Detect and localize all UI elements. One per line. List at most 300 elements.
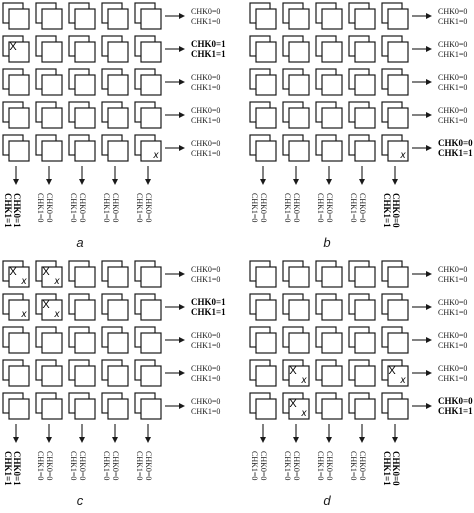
front-word-square <box>355 399 375 419</box>
col-check-chk1: CHK1=0 <box>250 193 259 223</box>
row-check-chk0: CHK0=0 <box>191 331 221 340</box>
word-pair-r3-c4 <box>135 102 161 128</box>
front-word-square <box>75 108 95 128</box>
word-pair-r1-c1 <box>36 36 62 62</box>
word-pair-r0-c1 <box>36 3 62 29</box>
panel-a <box>3 3 226 250</box>
front-word-square <box>322 267 342 287</box>
error-mark-front: X <box>42 299 50 311</box>
word-pair-r1-c2 <box>69 294 95 320</box>
arrow-head <box>426 337 432 343</box>
word-pair-r0-c3 <box>102 3 128 29</box>
row-check-chk0: CHK0=0 <box>191 7 221 16</box>
front-word-square <box>108 9 128 29</box>
row-check-chk0: CHK0=0 <box>438 298 468 307</box>
col-check-chk0: CHK0=1 <box>12 451 22 486</box>
row-check-chk0: CHK0=0 <box>438 7 468 16</box>
arrow-head <box>392 437 398 443</box>
word-pair-r4-c2 <box>69 135 95 161</box>
col-check-chk1: CHK1=0 <box>283 451 292 481</box>
arrow-head <box>426 145 432 151</box>
front-word-square <box>42 333 62 353</box>
col-check-chk1: CHK1=0 <box>69 193 78 223</box>
row-check-chk1: CHK1=0 <box>438 308 468 317</box>
arrow-head <box>179 370 185 376</box>
front-word-square <box>75 333 95 353</box>
front-word-square <box>9 9 29 29</box>
front-word-square <box>256 75 276 95</box>
col-check-chk0: CHK0=0 <box>111 451 120 481</box>
front-word-square <box>322 42 342 62</box>
col-check-chk1: CHK1=1 <box>382 451 392 486</box>
word-pair-r4-c3 <box>349 135 375 161</box>
front-word-square <box>75 141 95 161</box>
row-check-chk1: CHK1=0 <box>438 116 468 125</box>
front-word-square <box>322 108 342 128</box>
row-check-chk1: CHK1=0 <box>191 17 221 26</box>
word-pair-r1-c1 <box>283 294 309 320</box>
word-pair-r2-c0 <box>3 327 29 353</box>
word-pair-r1-c0 <box>3 294 29 320</box>
row-check-chk1: CHK1=0 <box>438 275 468 284</box>
error-mark-front: X <box>42 266 50 278</box>
col-check-chk0: CHK0=0 <box>325 451 334 481</box>
word-pair-r1-c2 <box>316 294 342 320</box>
row-check-chk1: CHK1=0 <box>191 374 221 383</box>
row-check-chk1: CHK1=1 <box>191 307 226 317</box>
word-pair-r2-c2 <box>316 327 342 353</box>
word-pair-r1-c2 <box>316 36 342 62</box>
word-pair-r1-c0 <box>250 294 276 320</box>
word-pair-r0-c0 <box>250 261 276 287</box>
front-word-square <box>289 108 309 128</box>
word-pair-r2-c4 <box>382 69 408 95</box>
row-check-chk1: CHK1=0 <box>191 83 221 92</box>
word-pair-r2-c1 <box>283 327 309 353</box>
front-word-square <box>256 267 276 287</box>
front-word-square <box>388 108 408 128</box>
front-word-square <box>322 399 342 419</box>
error-mark-front: X <box>388 365 396 377</box>
col-check-chk0: CHK0=0 <box>144 193 153 223</box>
word-pair-r0-c1 <box>283 3 309 29</box>
col-check-chk0: CHK0=0 <box>292 193 301 223</box>
word-pair-r4-c2 <box>316 135 342 161</box>
word-pair-r3-c1 <box>36 102 62 128</box>
error-mark-back: x <box>301 408 307 419</box>
row-check-chk1: CHK1=0 <box>438 83 468 92</box>
word-pair-r1-c0 <box>3 36 29 62</box>
word-pair-r2-c4 <box>135 327 161 353</box>
arrow-head <box>426 370 432 376</box>
word-pair-r4-c2 <box>316 393 342 419</box>
word-pair-r3-c4 <box>382 360 408 386</box>
word-pair-r3-c2 <box>69 360 95 386</box>
word-pair-r4-c3 <box>102 393 128 419</box>
col-check-chk1: CHK1=0 <box>349 451 358 481</box>
arrow-head <box>326 437 332 443</box>
row-check-chk0: CHK0=0 <box>438 396 473 406</box>
panel-label: c <box>76 493 84 508</box>
front-word-square <box>75 75 95 95</box>
word-pair-r3-c2 <box>316 102 342 128</box>
word-pair-r0-c4 <box>135 261 161 287</box>
col-check-chk0: CHK0=0 <box>391 193 401 228</box>
word-pair-r0-c4 <box>135 3 161 29</box>
front-word-square <box>289 9 309 29</box>
front-word-square <box>42 399 62 419</box>
col-check-chk1: CHK1=1 <box>3 193 13 228</box>
front-word-square <box>289 141 309 161</box>
col-check-chk1: CHK1=0 <box>349 193 358 223</box>
error-mark-back: x <box>21 309 27 320</box>
front-word-square <box>388 399 408 419</box>
col-check-chk1: CHK1=0 <box>283 193 292 223</box>
front-word-square <box>256 399 276 419</box>
front-word-square <box>355 267 375 287</box>
word-pair-r2-c0 <box>3 69 29 95</box>
arrow-head <box>426 271 432 277</box>
front-word-square <box>256 333 276 353</box>
col-check-chk0: CHK0=0 <box>111 193 120 223</box>
error-mark-back: x <box>153 150 159 161</box>
row-check-chk0: CHK0=0 <box>438 138 473 148</box>
front-word-square <box>355 42 375 62</box>
arrow-head <box>179 79 185 85</box>
word-pair-r2-c2 <box>316 69 342 95</box>
front-word-square <box>108 42 128 62</box>
row-check-chk0: CHK0=0 <box>191 265 221 274</box>
word-pair-r3-c3 <box>349 102 375 128</box>
front-word-square <box>141 9 161 29</box>
word-pair-r3-c1 <box>283 360 309 386</box>
col-check-chk0: CHK0=0 <box>325 193 334 223</box>
front-word-square <box>355 300 375 320</box>
front-word-square <box>75 300 95 320</box>
word-pair-r4-c3 <box>349 393 375 419</box>
front-word-square <box>256 366 276 386</box>
word-pair-r0-c0 <box>3 261 29 287</box>
word-pair-r3-c4 <box>135 360 161 386</box>
front-word-square <box>256 9 276 29</box>
word-pair-r2-c1 <box>283 69 309 95</box>
front-word-square <box>355 366 375 386</box>
arrow-head <box>392 179 398 185</box>
word-pair-r3-c2 <box>69 102 95 128</box>
front-word-square <box>141 366 161 386</box>
arrow-head <box>112 179 118 185</box>
front-word-square <box>141 333 161 353</box>
panel-d <box>250 261 473 508</box>
front-word-square <box>108 75 128 95</box>
row-check-chk0: CHK0=0 <box>438 364 468 373</box>
word-pair-r1-c3 <box>349 36 375 62</box>
row-check-chk1: CHK1=0 <box>191 149 221 158</box>
word-pair-r2-c1 <box>36 69 62 95</box>
front-word-square <box>256 300 276 320</box>
col-check-chk0: CHK0=0 <box>45 451 54 481</box>
error-mark-back: x <box>400 150 406 161</box>
col-check-chk0: CHK0=0 <box>259 193 268 223</box>
word-pair-r2-c3 <box>349 69 375 95</box>
word-pair-r3-c0 <box>3 102 29 128</box>
word-pair-r3-c3 <box>102 102 128 128</box>
row-check-chk0: CHK0=0 <box>191 73 221 82</box>
word-pair-r1-c1 <box>283 36 309 62</box>
word-pair-r2-c4 <box>382 327 408 353</box>
word-pair-r1-c3 <box>349 294 375 320</box>
arrow-head <box>145 437 151 443</box>
col-check-chk0: CHK0=0 <box>78 451 87 481</box>
front-word-square <box>289 300 309 320</box>
word-pair-r4-c4 <box>382 393 408 419</box>
word-pair-r3-c1 <box>36 360 62 386</box>
front-word-square <box>42 108 62 128</box>
arrow-head <box>13 437 19 443</box>
front-word-square <box>388 9 408 29</box>
arrow-head <box>359 437 365 443</box>
col-check-chk1: CHK1=0 <box>316 451 325 481</box>
word-pair-r2-c0 <box>250 69 276 95</box>
front-word-square <box>289 75 309 95</box>
col-check-chk1: CHK1=1 <box>382 193 392 228</box>
word-pair-r1-c2 <box>69 36 95 62</box>
col-check-chk1: CHK1=0 <box>36 451 45 481</box>
error-mark-front: X <box>289 398 297 410</box>
front-word-square <box>9 366 29 386</box>
word-pair-r1-c3 <box>102 294 128 320</box>
word-pair-r0-c2 <box>69 261 95 287</box>
front-word-square <box>141 75 161 95</box>
arrow-head <box>179 337 185 343</box>
front-word-square <box>141 42 161 62</box>
word-pair-r3-c1 <box>283 102 309 128</box>
front-word-square <box>355 75 375 95</box>
word-pair-r4-c0 <box>250 135 276 161</box>
arrow-head <box>145 179 151 185</box>
arrow-head <box>46 179 52 185</box>
front-word-square <box>289 333 309 353</box>
front-word-square <box>108 267 128 287</box>
error-mark-back: x <box>301 375 307 386</box>
front-word-square <box>141 108 161 128</box>
word-pair-r4-c2 <box>69 393 95 419</box>
col-check-chk1: CHK1=0 <box>250 451 259 481</box>
word-pair-r0-c4 <box>382 261 408 287</box>
front-word-square <box>141 300 161 320</box>
arrow-head <box>112 437 118 443</box>
row-check-chk1: CHK1=0 <box>438 17 468 26</box>
row-check-chk1: CHK1=0 <box>191 407 221 416</box>
row-check-chk1: CHK1=1 <box>191 49 226 59</box>
word-pair-r3-c0 <box>250 360 276 386</box>
row-check-chk1: CHK1=0 <box>191 275 221 284</box>
front-word-square <box>256 108 276 128</box>
front-word-square <box>42 9 62 29</box>
word-pair-r3-c4 <box>382 102 408 128</box>
panel-c <box>3 261 226 508</box>
word-pair-r2-c1 <box>36 327 62 353</box>
word-pair-r0-c3 <box>102 261 128 287</box>
row-check-chk1: CHK1=0 <box>438 341 468 350</box>
front-word-square <box>355 141 375 161</box>
row-check-chk0: CHK0=0 <box>438 265 468 274</box>
front-word-square <box>9 108 29 128</box>
word-pair-r4-c0 <box>3 393 29 419</box>
arrow-head <box>179 46 185 52</box>
arrow-head <box>426 79 432 85</box>
arrow-head <box>79 437 85 443</box>
arrow-head <box>13 179 19 185</box>
col-check-chk0: CHK0=0 <box>259 451 268 481</box>
front-word-square <box>9 333 29 353</box>
arrow-head <box>179 271 185 277</box>
row-check-chk0: CHK0=0 <box>438 331 468 340</box>
word-pair-r2-c4 <box>135 69 161 95</box>
col-check-chk0: CHK0=1 <box>12 193 22 228</box>
front-word-square <box>388 267 408 287</box>
panel-label: d <box>323 493 331 508</box>
word-pair-r3-c3 <box>349 360 375 386</box>
arrow-head <box>46 437 52 443</box>
error-mark-back: x <box>21 276 27 287</box>
word-pair-r0-c4 <box>382 3 408 29</box>
front-word-square <box>75 9 95 29</box>
front-word-square <box>388 42 408 62</box>
arrow-head <box>426 112 432 118</box>
front-word-square <box>355 108 375 128</box>
front-word-square <box>322 141 342 161</box>
arrow-head <box>359 179 365 185</box>
word-pair-r3-c2 <box>316 360 342 386</box>
word-pair-r4-c4 <box>382 135 408 161</box>
row-check-chk0: CHK0=0 <box>191 106 221 115</box>
word-pair-r4-c4 <box>135 393 161 419</box>
row-check-chk0: CHK0=1 <box>191 39 226 49</box>
front-word-square <box>355 333 375 353</box>
front-word-square <box>42 42 62 62</box>
col-check-chk1: CHK1=0 <box>135 193 144 223</box>
front-word-square <box>42 366 62 386</box>
word-pair-r0-c1 <box>283 261 309 287</box>
error-mark-front: X <box>289 365 297 377</box>
word-pair-r3-c3 <box>102 360 128 386</box>
front-word-square <box>9 75 29 95</box>
row-check-chk0: CHK0=0 <box>191 139 221 148</box>
arrow-head <box>179 13 185 19</box>
front-word-square <box>322 75 342 95</box>
front-word-square <box>108 108 128 128</box>
front-word-square <box>108 300 128 320</box>
arrow-head <box>179 145 185 151</box>
front-word-square <box>141 267 161 287</box>
col-check-chk0: CHK0=0 <box>78 193 87 223</box>
word-pair-r1-c3 <box>102 36 128 62</box>
row-check-chk1: CHK1=0 <box>191 341 221 350</box>
col-check-chk1: CHK1=1 <box>3 451 13 486</box>
front-word-square <box>75 267 95 287</box>
row-check-chk0: CHK0=0 <box>191 397 221 406</box>
word-pair-r0-c2 <box>69 3 95 29</box>
word-pair-r4-c1 <box>36 393 62 419</box>
row-check-chk1: CHK1=0 <box>438 374 468 383</box>
front-word-square <box>322 300 342 320</box>
arrow-head <box>179 112 185 118</box>
arrow-head <box>293 437 299 443</box>
row-check-chk0: CHK0=0 <box>438 106 468 115</box>
panel-b <box>250 3 473 250</box>
front-word-square <box>108 366 128 386</box>
word-pair-r4-c1 <box>283 393 309 419</box>
word-pair-r0-c1 <box>36 261 62 287</box>
front-word-square <box>141 399 161 419</box>
word-pair-r0-c3 <box>349 261 375 287</box>
arrow-head <box>260 437 266 443</box>
front-word-square <box>289 42 309 62</box>
row-check-chk1: CHK1=0 <box>438 50 468 59</box>
front-word-square <box>9 399 29 419</box>
error-mark-front: X <box>9 266 17 278</box>
col-check-chk1: CHK1=0 <box>69 451 78 481</box>
col-check-chk0: CHK0=0 <box>391 451 401 486</box>
word-pair-r3-c0 <box>3 360 29 386</box>
arrow-head <box>179 304 185 310</box>
front-word-square <box>388 333 408 353</box>
row-check-chk0: CHK0=1 <box>191 297 226 307</box>
arrow-head <box>426 46 432 52</box>
word-pair-r1-c4 <box>382 294 408 320</box>
front-word-square <box>322 366 342 386</box>
front-word-square <box>75 42 95 62</box>
arrow-head <box>179 403 185 409</box>
word-pair-r4-c3 <box>102 135 128 161</box>
front-word-square <box>256 141 276 161</box>
front-word-square <box>75 399 95 419</box>
col-check-chk1: CHK1=0 <box>316 193 325 223</box>
word-pair-r2-c3 <box>102 327 128 353</box>
arrow-head <box>293 179 299 185</box>
word-pair-r0-c0 <box>250 3 276 29</box>
front-word-square <box>42 141 62 161</box>
col-check-chk0: CHK0=0 <box>45 193 54 223</box>
word-pair-r0-c0 <box>3 3 29 29</box>
error-mark-back: x <box>54 276 60 287</box>
row-check-chk1: CHK1=0 <box>191 116 221 125</box>
row-check-chk0: CHK0=0 <box>191 364 221 373</box>
error-mark-front: X <box>9 41 17 53</box>
arrow-head <box>426 13 432 19</box>
col-check-chk1: CHK1=0 <box>135 451 144 481</box>
word-pair-r2-c2 <box>69 69 95 95</box>
col-check-chk1: CHK1=0 <box>36 193 45 223</box>
front-word-square <box>355 9 375 29</box>
error-mark-back: x <box>400 375 406 386</box>
word-pair-r4-c0 <box>3 135 29 161</box>
word-pair-r1-c0 <box>250 36 276 62</box>
word-pair-r4-c0 <box>250 393 276 419</box>
word-pair-r0-c2 <box>316 3 342 29</box>
front-word-square <box>322 333 342 353</box>
front-word-square <box>108 333 128 353</box>
front-word-square <box>108 399 128 419</box>
word-pair-r1-c1 <box>36 294 62 320</box>
word-pair-r0-c2 <box>316 261 342 287</box>
front-word-square <box>388 300 408 320</box>
front-word-square <box>75 366 95 386</box>
col-check-chk1: CHK1=0 <box>102 193 111 223</box>
col-check-chk0: CHK0=0 <box>292 451 301 481</box>
word-pair-r1-c4 <box>135 36 161 62</box>
